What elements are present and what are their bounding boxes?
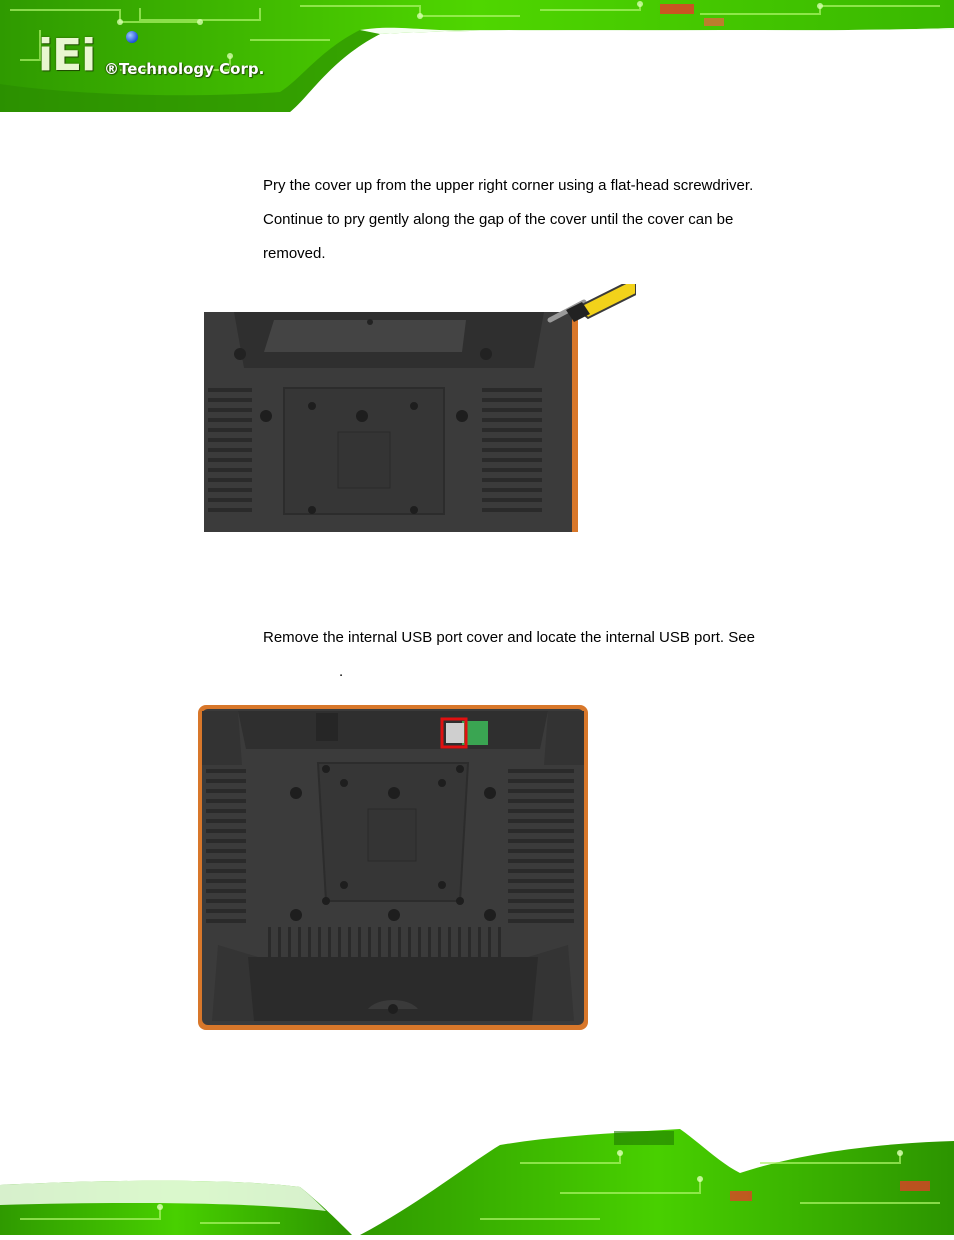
page-footer-banner xyxy=(0,1123,954,1235)
step-1-instructions xyxy=(263,169,753,271)
step-1-line-1: Pry the cover up from the upper right corner using a flat-head screwdriver. xyxy=(263,177,754,194)
bezel-edge xyxy=(572,312,578,532)
figure-internal-usb-port xyxy=(198,705,588,1030)
usb-port-icon xyxy=(446,723,464,743)
logo-iei-text: iEi xyxy=(38,30,96,81)
step-2-instructions xyxy=(263,621,755,689)
step-2-line-2: . xyxy=(339,663,344,680)
step-1-line-3: removed. xyxy=(263,245,326,262)
page-header-banner xyxy=(0,0,954,112)
step-1-line-2: Continue to pry gently along the gap of the cover until the cover can be xyxy=(263,211,734,228)
logo-subtitle: ®Technology Corp. xyxy=(104,60,265,78)
company-logo xyxy=(38,30,298,82)
figure-prying-cover xyxy=(204,284,636,532)
circuit-board-footer-graphic xyxy=(0,1123,954,1235)
step-2-line-1: Remove the internal USB port cover and locate the internal USB port. See xyxy=(263,629,755,646)
logo-blue-dot-icon xyxy=(126,31,138,43)
